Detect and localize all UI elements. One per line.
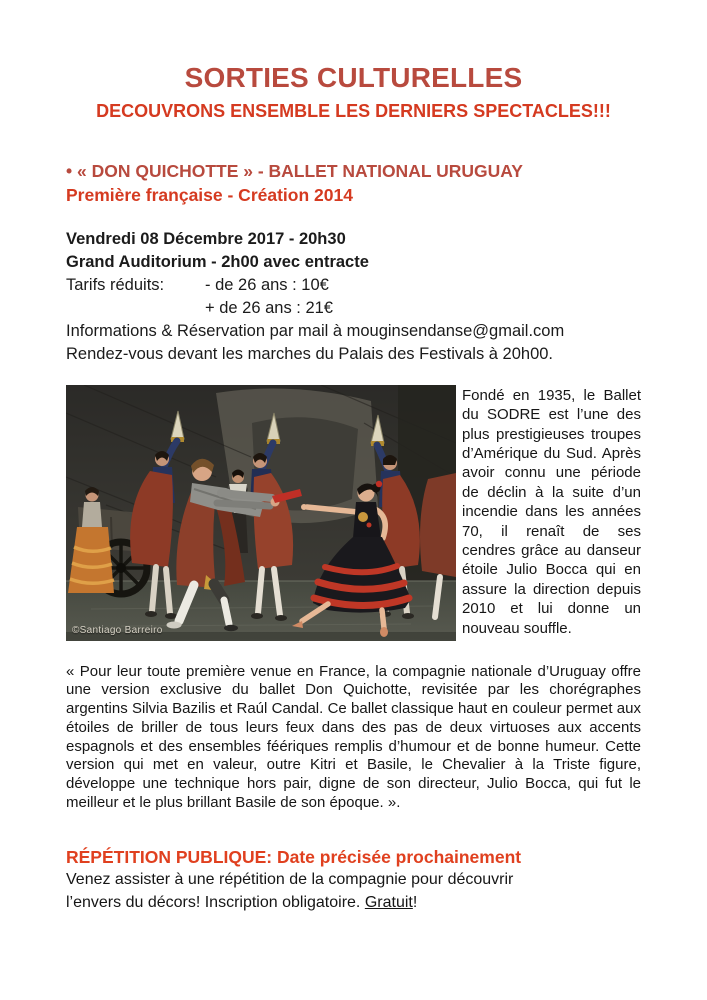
ballet-photo [66,385,456,641]
rehearsal-line2-end: ! [412,893,418,911]
rehearsal-line2 [66,892,641,915]
quote-paragraph: « Pour leur toute première venue en France, la compagnie nationale d’Uruguay offre une version exclusive du ballet Don Quichotte, revisitée par les chorégraphes argentins Silvia Bazilis et Raúl Candal. Ce ballet classique haut en couleur permet aux étoiles de briller de tous leurs feux dans des pas de deux virtuoses aux accents espagnols et des ensembles féériques remplis d’humour et de bonne humeur. Cette version qui met en valeur, outre Kitri et Basile, le Chevalier à la Triste figure, développe une technique hors pair, digne de son directeur, Julio Bocca, qui fut le meilleur et le plus brillant Basile de son époque. ». [66,662,641,811]
media-row [66,385,641,641]
page-subtitle: DECOUVRONS ENSEMBLE LES DERNIERS SPECTACLES!!! [96,101,611,122]
event-meeting-line: Rendez-vous devant les marches du Palais des Festivals à 20h00. [66,344,554,363]
photo-credit: ©Santiago Barreiro [72,624,163,636]
tariff-row [66,274,641,320]
rehearsal-section [66,845,641,914]
rehearsal-heading: RÉPÉTITION PUBLIQUE: Date précisée prochainement [66,847,522,868]
tariff-under-26: - de 26 ans : 10€ [205,275,329,294]
page-title: SORTIES CULTURELLES [184,62,523,93]
event-date-line: Vendredi 08 Décembre 2017 - 20h30 [66,229,346,248]
event-subheading: Première française - Création 2014 [66,184,353,205]
history-text: Fondé en 1935, le Ballet du SODRE est l’une des plus prestigieuses troupes d’Amérique du Sud. Après avoir connu une période de déclin à la suite d’un incendie dans les années 70, il renaît de ses cendres grâce au danseur étoile Julio Bocca qui en assure la direction depuis 2010 et lui donne un nouveau souffle. [462,386,641,637]
ballet-photo-illustration [66,385,456,641]
rehearsal-line2-text: l’envers du décors! Inscription obligatoire. [66,893,365,911]
event-venue-line: Grand Auditorium - 2h00 avec entracte [66,252,369,271]
event-details [66,228,641,366]
event-info-line: Informations & Réservation par mail à mouginsendanse@gmail.com [66,321,565,340]
gratuit-underlined-text: Gratuit [364,893,413,911]
tariff-prices [205,274,333,320]
event-heading: • « DON QUICHOTTE » - BALLET NATIONAL URUGUAY [66,160,523,181]
tariff-label: Tarifs réduits: [66,275,165,294]
page-header [66,62,641,123]
event-heading-block [66,159,641,207]
rehearsal-line1: Venez assister à une répétition de la compagnie pour découvrir [66,871,514,889]
tariff-over-26: + de 26 ans : 21€ [205,298,333,317]
